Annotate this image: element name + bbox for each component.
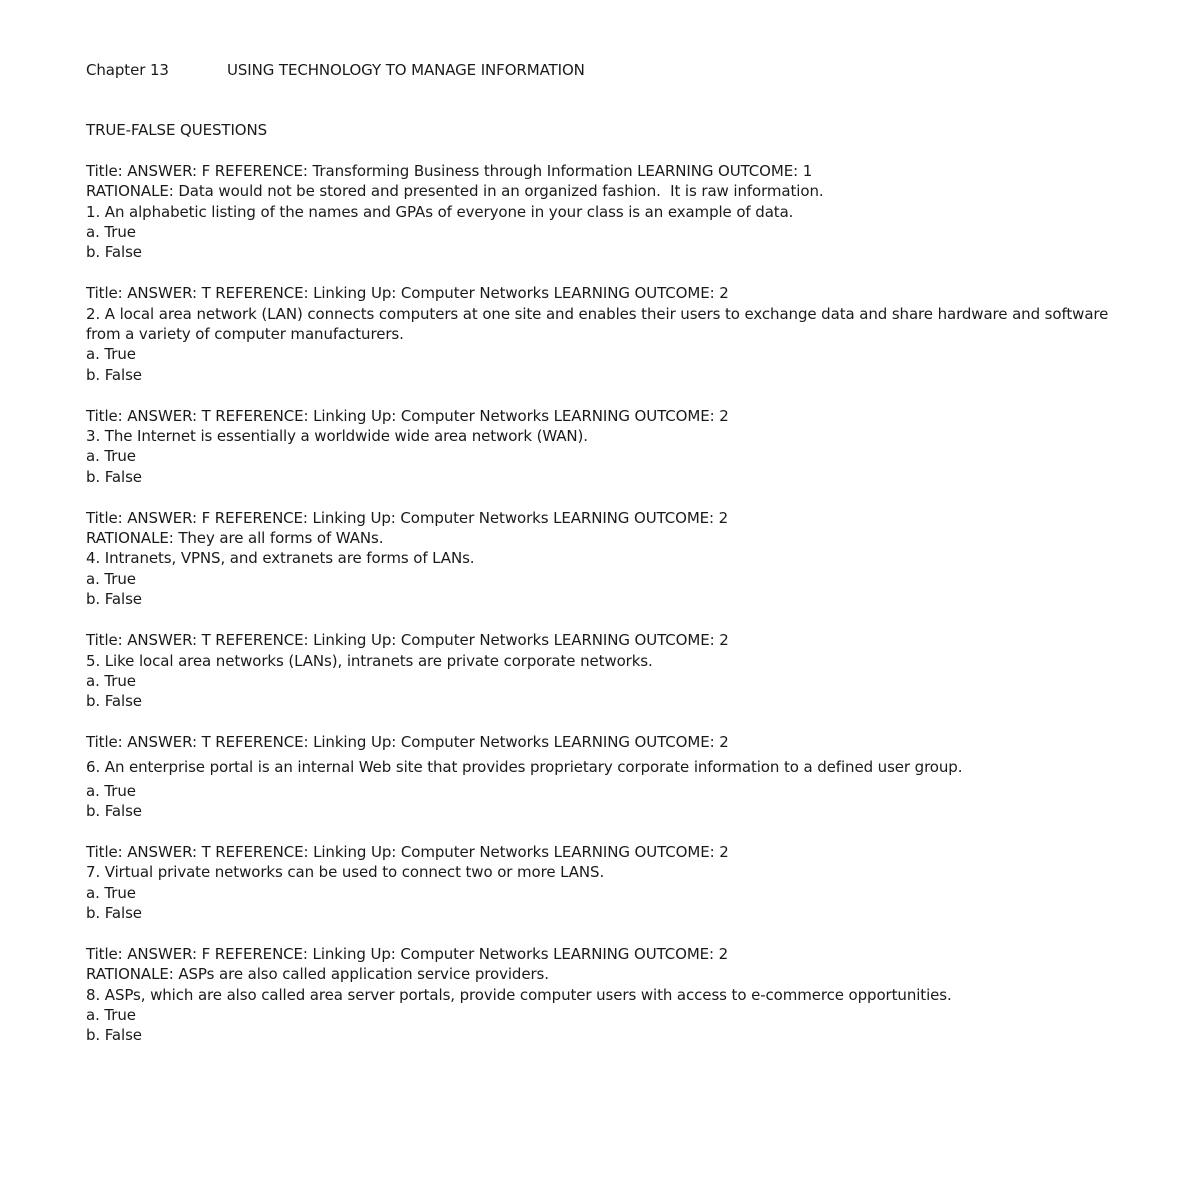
option-a: a. True [86,223,136,242]
option-a: a. True [86,447,136,466]
chapter-title: USING TECHNOLOGY TO MANAGE INFORMATION [227,61,585,79]
question-block-6 [86,732,1136,821]
question-meta: Title: ANSWER: F REFERENCE: Linking Up: Computer Networks LEARNING OUTCOME: 2 [86,508,729,527]
chapter-header [86,60,1136,80]
question-meta: Title: ANSWER: T REFERENCE: Linking Up: Computer Networks LEARNING OUTCOME: 2 [86,842,729,861]
question-text: 8. ASPs, which are also called area server portals, provide computer users with access to e-commerce opportunities. [86,985,952,1004]
question-list [86,161,1136,1046]
question-meta: Title: ANSWER: T REFERENCE: Linking Up: Computer Networks LEARNING OUTCOME: 2 [86,733,729,752]
question-block-7 [86,842,1136,924]
question-block-3 [86,406,1136,488]
question-meta: Title: ANSWER: T REFERENCE: Linking Up: Computer Networks LEARNING OUTCOME: 2 [86,406,729,425]
document-page [86,60,1136,1066]
question-text: 6. An enterprise portal is an internal Web site that provides proprietary corporate information to a defined user group. [86,757,963,776]
question-block-1 [86,161,1136,263]
question-block-8 [86,944,1136,1046]
question-block-2 [86,283,1136,385]
option-b: b. False [86,801,142,820]
question-meta: Title: ANSWER: F REFERENCE: Transforming Business through Information LEARNING OUTCOME: 1 [86,161,813,180]
option-a: a. True [86,671,136,690]
option-b: b. False [86,590,142,609]
question-block-4 [86,508,1136,610]
question-meta: Title: ANSWER: T REFERENCE: Linking Up: Computer Networks LEARNING OUTCOME: 2 [86,631,729,650]
question-text: 1. An alphabetic listing of the names and GPAs of everyone in your class is an example of data. [86,202,794,221]
option-b: b. False [86,1026,142,1045]
option-a: a. True [86,781,136,800]
option-a: a. True [86,1005,136,1024]
option-b: b. False [86,365,142,384]
question-text: 2. A local area network (LAN) connects computers at one site and enables their users to exchange data and share hardware and software from a variety of computer manufacturers. [86,304,1113,344]
question-text: 4. Intranets, VPNS, and extranets are forms of LANs. [86,549,475,568]
question-text: 5. Like local area networks (LANs), intranets are private corporate networks. [86,651,653,670]
question-rationale: RATIONALE: Data would not be stored and presented in an organized fashion. It is raw information. [86,182,824,201]
option-b: b. False [86,692,142,711]
question-text: 3. The Internet is essentially a worldwide wide area network (WAN). [86,427,588,446]
option-b: b. False [86,243,142,262]
question-block-5 [86,630,1136,712]
option-b: b. False [86,903,142,922]
question-meta: Title: ANSWER: F REFERENCE: Linking Up: Computer Networks LEARNING OUTCOME: 2 [86,944,729,963]
section-title: TRUE-FALSE QUESTIONS [86,121,268,140]
question-rationale: RATIONALE: They are all forms of WANs. [86,529,384,548]
option-b: b. False [86,467,142,486]
question-text: 7. Virtual private networks can be used to connect two or more LANS. [86,863,605,882]
question-rationale: RATIONALE: ASPs are also called application service providers. [86,965,549,984]
question-meta: Title: ANSWER: T REFERENCE: Linking Up: Computer Networks LEARNING OUTCOME: 2 [86,284,729,303]
option-a: a. True [86,569,136,588]
option-a: a. True [86,883,136,902]
option-a: a. True [86,345,136,364]
chapter-number: Chapter 13 [86,61,169,79]
